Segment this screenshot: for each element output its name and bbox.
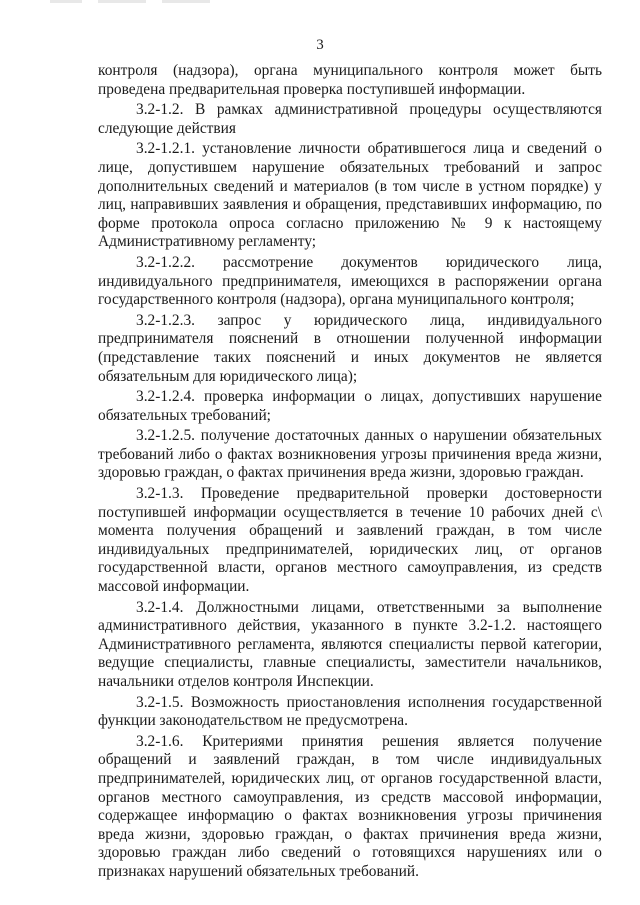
paragraph-3-2-1-2-4: 3.2-1.2.4. проверка информации о лицах, допустивших нарушение обязательных требований; (98, 388, 602, 424)
paragraph-3-2-1-4: 3.2-1.4. Должностными лицами, ответственными за выполнение административного действия, указанного в пункте 3.2-1.2. настоящего Административного регламента, являются специалисты первой категории, ведущие специалисты, главные специалисты, заместители начальников, начальники отделов контроля Инспекции. (98, 598, 602, 690)
paragraph-3-2-1-2-2: 3.2-1.2.2. рассмотрение документов юридического лица, индивидуального предпринимателя, имеющихся в распоряжении органа государственного контроля (надзора), органа муниципального контроля; (98, 253, 602, 309)
document-body (98, 62, 602, 884)
paragraph-3-2-1-2-1: 3.2-1.2.1. установление личности обратившегося лица и сведений о лице, допустившем нарушение обязательных требований и запрос дополнительных сведений и материалов (в том числе в устном порядке) у лиц, направивших заявления и обращения, представивших информацию, по форме протокола опроса согласно приложению № 9 к настоящему Административному регламенту; (98, 140, 602, 251)
paragraph-3-2-1-3: 3.2-1.3. Проведение предварительной проверки достоверности поступившей информации осуществляется в течение 10 рабочих дней с\ момента получения обращений и заявлений граждан, в том числе индивидуальных предпринимателей, юридических лиц, от органов государственной власти, органов местного самоуправления, из средств массовой информации. (98, 485, 602, 596)
paragraph-3-2-1-5: 3.2-1.5. Возможность приостановления исполнения государственной функции законодательством не предусмотрена. (98, 693, 602, 730)
paragraph-3-2-1-2-5: 3.2-1.2.5. получение достаточных данных о нарушении обязательных требований либо о фактах возникновения угрозы причинения вреда жизни, здоровью граждан, о фактах причинения вреда жизни, здоровью граждан. (98, 427, 602, 482)
paragraph-3-2-1-6: 3.2-1.6. Критериями принятия решения является получение обращений и заявлений граждан, в том числе индивидуальных предпринимателей, юридических лиц, от органов государственной власти, органов местного самоуправления, из средств массовой информации, содержащее информацию о фактах возникновения угрозы причинения вреда жизни, здоровью граждан, о фактах причинения вреда жизни, здоровью граждан либо сведений о готовящихся нарушениях или о признаках нарушений обязательных требований. (98, 732, 602, 880)
paragraph-continuation: контроля (надзора), органа муниципального контроля может быть проведена предварительная проверка поступившей информации. (98, 62, 602, 98)
scan-edge-mark (50, 0, 210, 3)
paragraph-3-2-1-2-3: 3.2-1.2.3. запрос у юридического лица, индивидуального предпринимателя пояснений в отношении полученной информации (представление таких пояснений и иных документов не является обязательным для юридического лица); (98, 311, 602, 385)
page-number: 3 (316, 37, 324, 53)
paragraph-3-2-1-2: 3.2-1.2. В рамках административной процедуры осуществляются следующие действия (98, 101, 602, 137)
